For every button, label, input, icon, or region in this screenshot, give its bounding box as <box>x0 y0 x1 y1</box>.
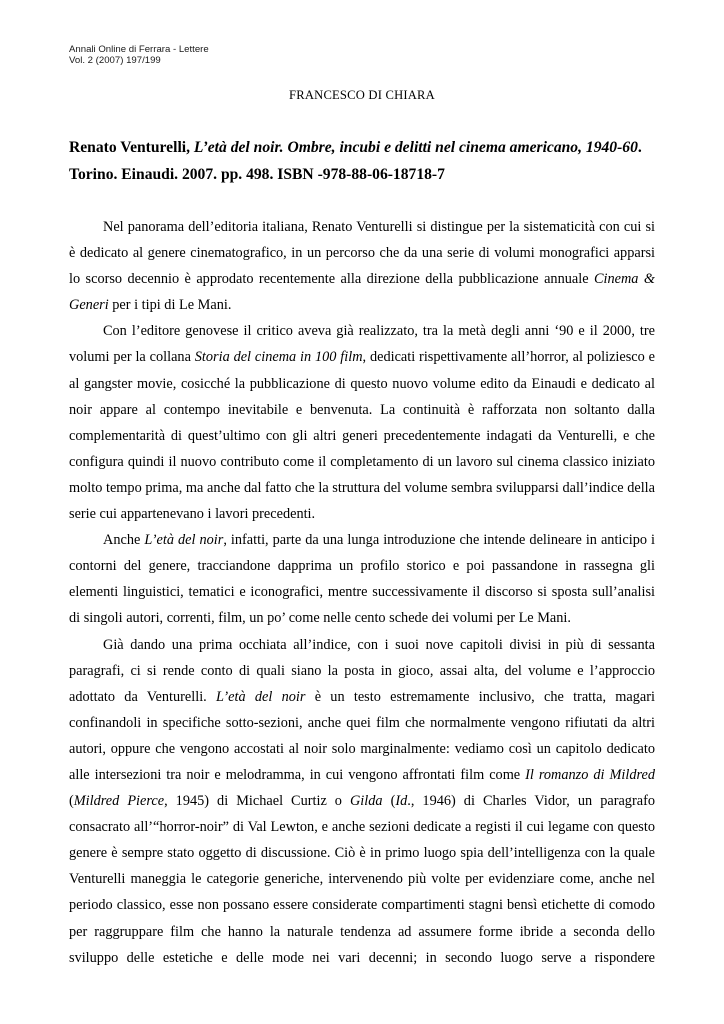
running-head <box>69 44 209 66</box>
book-author: Renato Venturelli, <box>69 139 194 156</box>
reviewed-book-citation <box>69 134 655 188</box>
paragraph-1: Nel panorama dell’editoria italiana, Renato Venturelli si distingue per la sistematicità con cui si è dedicato al genere cinematografico, in un percorso che da una serie di volumi monografici apparsi lo scorso decennio è approdato recentemente alla direzione della pubblicazione annuale Cinema & Generi per i tipi di Le Mani. <box>69 219 656 314</box>
paragraph-2: Con l’editore genovese il critico aveva già realizzato, tra la metà degli anni ‘90 e il 2000, tre volumi per la collana Storia del cinema in 100 film, dedicati rispettivamente all’horror, al poliziesco e al gangster movie, cosicché la pubblicazione di questo nuovo volume edito da Einaudi e dedicato al noir appare al contempo inevitabile e benvenuta. La continuità è rafforzata non soltanto dalla complementarità di quest’ultimo con gli altri generi precedentemente indagati da Venturelli, e che configura quindi il nuovo contributo come il completamento di un lavoro sul cinema classico iniziato molto tempo prima, ma anche dal fatto che la struttura del volume sembra svilupparsi dall’indice della serie cui appartenevano i lavori precedenti. <box>69 323 655 523</box>
paragraph-4: Già dando una prima occhiata all’indice, con i suoi nove capitoli divisi in più di sessanta paragrafi, ci si rende conto di quali siano la posta in gioco, assai alta, del volume e l’approccio adottato da Venturelli. L’età del noir è un testo estremamente inclusivo, che tratta, magari confinandoli in specifiche sotto-sezioni, anche quei film che normalmente vengono rifiutati da altri autori, oppure che vengono accostati al noir solo marginalmente: vediamo così un capitolo dedicato alle intersezioni tra noir e melodramma, in cui vengono affrontati film come Il romanzo di Mildred (Mildred Pierce, 1945) di Michael Curtiz o Gilda (Id., 1946) di Charles Vidor, un paragrafo consacrato all’“horror-noir” di Val Lewton, e anche sezioni dedicate a registi il cui legame con questo genere è sempre stato oggetto di discussione. Ciò è in primo luogo spia dell’intelligenza con la quale Venturelli maneggia le categorie generiche, intervenendo più volte per evidenziare come, anche nel periodo classico, esse non possano essere considerate compartimenti stagni bensì etichette di comodo per raggruppare film che hanno la naturale tendenza ad assumere forme ibride a seconda dello sviluppo delle estetiche e delle mode nei vari decenni; in secondo luogo serve a rispondere <box>69 636 656 966</box>
volume-info: Vol. 2 (2007) 197/199 <box>69 55 161 66</box>
reviewer-name: FRANCESCO DI CHIARA <box>289 88 435 102</box>
paragraph-3: Anche L’età del noir, infatti, parte da una lunga introduzione che intende delineare in anticipo i contorni del genere, tracciandone dapprima un profilo storico e poi passandone in rassegna gli elementi linguistici, tematici e iconografici, mentre successivamente il discorso si sposta sull’analisi di singoli autori, correnti, film, un po’ come nelle cento schede dei volumi per Le Mani. <box>69 532 655 627</box>
review-body <box>69 214 655 971</box>
book-title: L’età del noir. Ombre, incubi e delitti nel cinema americano, 1940-60 <box>193 139 638 156</box>
publication-info: . Torino. Einaudi. 2007. pp. 498. ISBN -978-88-06-18718-7 <box>69 139 642 183</box>
journal-name: Annali Online di Ferrara - Lettere <box>69 44 209 55</box>
